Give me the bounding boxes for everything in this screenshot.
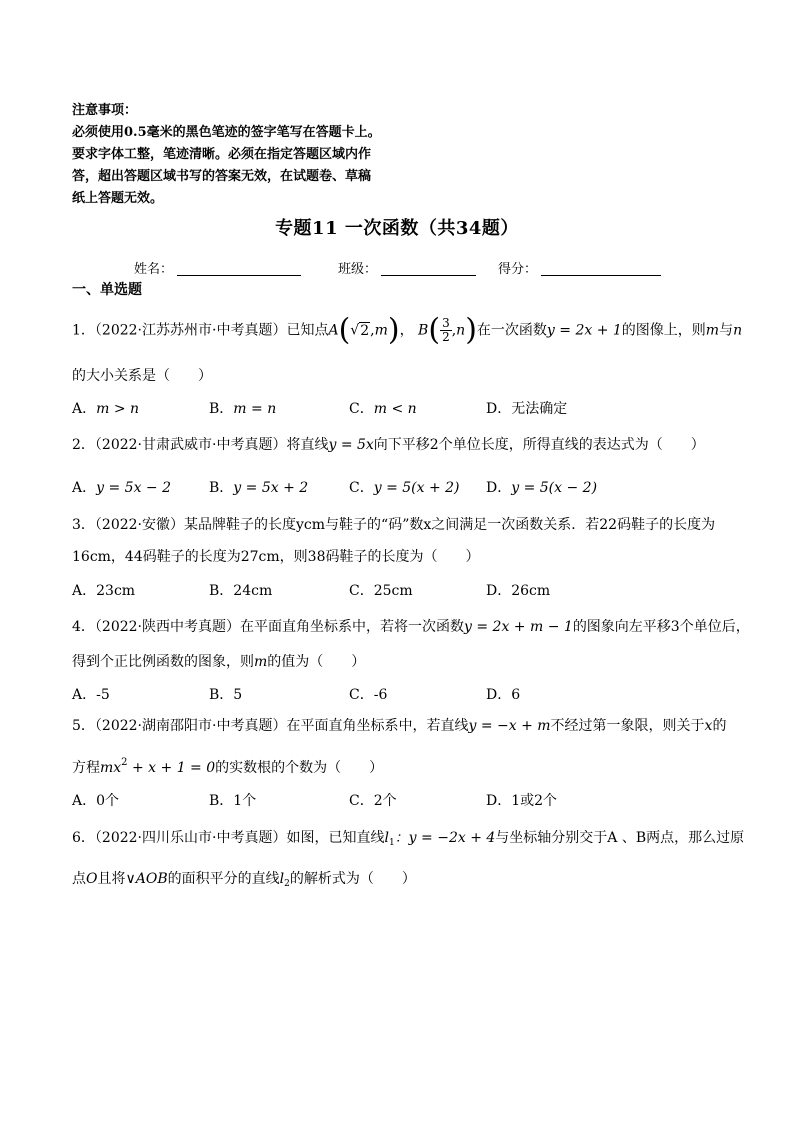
- name-label: 姓名：: [134, 262, 174, 277]
- math-point: B: [418, 322, 429, 339]
- question-1-options: [72, 398, 752, 418]
- notice-line: 答，超出答题区域书写的答案无效，在试题卷、草稿: [72, 169, 372, 184]
- math-superscript: 2: [121, 757, 128, 768]
- math-equation: mx: [100, 760, 122, 776]
- option-a[interactable]: [72, 580, 135, 600]
- question-2-options: [72, 477, 752, 497]
- math-point: A: [328, 322, 339, 339]
- math-var: m: [374, 322, 388, 339]
- math-subscript: 2: [284, 879, 290, 889]
- option-b[interactable]: [209, 398, 276, 418]
- math-var: n: [733, 322, 743, 339]
- math-fraction: [440, 317, 452, 344]
- score-field[interactable]: [498, 258, 661, 277]
- option-text: -6: [373, 687, 388, 703]
- option-label: D．: [486, 401, 512, 417]
- question-text: 的图像上，则: [621, 322, 706, 339]
- question-text: 的面积平分的直线: [167, 871, 280, 887]
- question-5-options: [72, 790, 752, 810]
- option-text: 1或2个: [511, 793, 558, 809]
- option-label: D．: [486, 583, 512, 599]
- option-label: C．: [349, 793, 374, 809]
- option-text: 无法确定: [511, 401, 568, 417]
- math-point: O: [86, 871, 98, 887]
- question-source: （2022·四川乐山市·中考真题）: [94, 830, 287, 846]
- option-text: 25cm: [373, 583, 413, 599]
- question-number: 4．: [72, 619, 95, 635]
- option-d[interactable]: [486, 790, 557, 810]
- option-a[interactable]: [72, 398, 139, 418]
- math-equation: + x + 1 = 0: [127, 760, 216, 776]
- option-text: y = 5(x − 2): [511, 480, 598, 496]
- option-label: B．: [209, 687, 234, 703]
- question-source: （2022·安徽）: [94, 517, 185, 533]
- math-sqrt: 2: [360, 322, 370, 339]
- option-text: 6: [511, 687, 521, 703]
- question-text: 与: [719, 322, 734, 339]
- option-label: C．: [349, 687, 374, 703]
- question-text: 在平面直角坐标系中，若将一次函数: [240, 619, 465, 635]
- option-label: D．: [486, 687, 512, 703]
- math-equation: y = 5x: [328, 437, 374, 453]
- question-source: （2022·湖南邵阳市·中考真题）: [94, 718, 287, 734]
- option-label: A．: [72, 401, 97, 417]
- question-text: 的解析式为（ ）: [289, 871, 416, 887]
- option-label: A．: [72, 793, 97, 809]
- option-d[interactable]: [486, 477, 597, 497]
- option-d[interactable]: [486, 580, 550, 600]
- option-b[interactable]: [209, 790, 256, 810]
- option-d[interactable]: [486, 398, 567, 418]
- option-label: B．: [209, 401, 234, 417]
- question-text: 如图，已知直线: [286, 830, 385, 846]
- math-equation: y = 2x + m − 1: [464, 619, 573, 635]
- question-number: 5．: [72, 718, 95, 734]
- question-text: 的值为（ ）: [267, 654, 366, 670]
- option-c[interactable]: [349, 790, 397, 810]
- option-text: 26cm: [511, 583, 551, 599]
- option-text: 2个: [373, 793, 397, 809]
- option-b[interactable]: [209, 580, 272, 600]
- option-label: A．: [72, 583, 97, 599]
- option-text: 24cm: [233, 583, 273, 599]
- question-text: 的: [712, 718, 727, 734]
- notice-line: 必须使用0.5毫米的黑色笔迹的签字笔写在答题卡上。: [72, 125, 381, 140]
- question-6-line-2: [72, 869, 736, 894]
- class-label: 班级：: [338, 262, 378, 277]
- option-text: y = 5(x + 2): [373, 480, 460, 496]
- option-label: C．: [349, 583, 374, 599]
- question-text: 不经过第一象限，则关于: [550, 718, 705, 734]
- question-text: 与坐标轴分别交于A 、B两点，那么过原: [495, 830, 745, 846]
- option-text: 0个: [96, 793, 120, 809]
- question-text: 向下平移2个单位长度，所得直线的表达式为（ ）: [373, 437, 705, 453]
- option-label: D．: [486, 480, 512, 496]
- name-field[interactable]: [134, 258, 301, 277]
- option-a[interactable]: [72, 477, 171, 497]
- question-source: （2022·陕西中考真题）: [94, 619, 241, 635]
- math-var: n: [456, 322, 466, 339]
- option-a[interactable]: [72, 684, 110, 704]
- question-3-line-2: 16cm，44码鞋子的长度为27cm，则38码鞋子的长度为（ ）: [72, 549, 480, 565]
- fraction-numerator: 3: [442, 316, 450, 330]
- option-text: 23cm: [96, 583, 136, 599]
- question-text: 某品牌鞋子的长度ycm与鞋子的“码”数x之间满足一次函数关系．若22码鞋子的长度为: [184, 517, 716, 533]
- option-label: C．: [349, 480, 374, 496]
- question-4-line-2: [72, 652, 736, 672]
- option-label: A．: [72, 687, 97, 703]
- class-blank[interactable]: [381, 261, 476, 276]
- option-label: B．: [209, 583, 234, 599]
- name-blank[interactable]: [177, 261, 301, 276]
- question-text: 已知点: [286, 322, 329, 339]
- question-5-line-2: [72, 753, 736, 778]
- question-text: 的图象向左平移3个单位后，: [572, 619, 750, 635]
- option-label: D．: [486, 793, 512, 809]
- question-text: 且将: [97, 871, 126, 887]
- math-var: l: [279, 871, 285, 887]
- question-number: 6．: [72, 830, 95, 846]
- option-d[interactable]: [486, 684, 520, 704]
- notice-block: [72, 100, 412, 210]
- notice-line: 要求字体工整，笔迹清晰。必须在指定答题区域内作: [72, 147, 372, 162]
- question-text: 在一次函数: [476, 322, 547, 339]
- question-3: [72, 515, 736, 535]
- class-field[interactable]: [338, 258, 476, 277]
- fraction-denominator: 2: [442, 330, 450, 344]
- question-4-options: [72, 684, 752, 704]
- notice-line: 纸上答题无效。: [72, 191, 164, 206]
- math-equation: ：y = −2x + 4: [394, 830, 496, 846]
- question-number: 3．: [72, 517, 95, 533]
- page-title: 专题11 一次函数（共34题）: [275, 218, 519, 239]
- question-3-options: [72, 580, 752, 600]
- math-triangle: ∨AOB: [125, 871, 168, 887]
- question-text: 点: [72, 871, 86, 887]
- option-text: y = 5x − 2: [96, 480, 172, 496]
- option-text: m < n: [373, 401, 417, 417]
- question-text: 在平面直角坐标系中，若直线: [286, 718, 469, 734]
- question-text: 得到个正比例函数的图象，则: [72, 654, 254, 670]
- option-b[interactable]: [209, 684, 242, 704]
- question-source: （2022·甘肃武威市·中考真题）: [94, 437, 287, 453]
- question-1-line-2: 的大小关系是（ ）: [72, 368, 212, 384]
- option-text: -5: [96, 687, 110, 703]
- option-label: C．: [349, 401, 374, 417]
- question-1: 1．（2022·江苏苏州市·中考真题）已知点A(√2,m)， B( $\frac{3}{2}$ ,n)在一次函数y = 2x + 1的图像上，则m与n: [72, 312, 743, 348]
- question-number: 2．: [72, 437, 95, 453]
- option-text: 1个: [233, 793, 257, 809]
- section-heading: 一、单选题: [72, 282, 142, 298]
- question-2: [72, 435, 736, 455]
- option-a[interactable]: [72, 790, 119, 810]
- notice-heading: 注意事项：: [72, 103, 138, 118]
- question-4: [72, 617, 750, 637]
- option-b[interactable]: [209, 477, 308, 497]
- math-var: m: [705, 322, 720, 339]
- option-c[interactable]: [349, 684, 387, 704]
- math-var: m: [254, 654, 268, 670]
- question-text: ，: [399, 322, 414, 339]
- math-equation: y = −x + m: [468, 718, 551, 734]
- option-c[interactable]: [349, 398, 417, 418]
- question-number: 1．: [72, 322, 95, 339]
- option-text: m = n: [233, 401, 277, 417]
- option-text: m > n: [96, 401, 140, 417]
- question-5: [72, 716, 736, 736]
- question-text: 方程: [72, 760, 100, 776]
- question-source: （2022·江苏苏州市·中考真题）: [94, 322, 287, 339]
- math-equation: y = 2x + 1: [546, 322, 622, 339]
- option-text: 5: [233, 687, 243, 703]
- math-subscript: 1: [388, 838, 395, 848]
- math-var: l: [384, 830, 389, 846]
- option-text: y = 5x + 2: [233, 480, 309, 496]
- option-label: A．: [72, 480, 97, 496]
- question-text: 的实数根的个数为（ ）: [215, 760, 384, 776]
- option-label: B．: [209, 793, 234, 809]
- score-blank[interactable]: [541, 261, 661, 276]
- option-c[interactable]: [349, 477, 460, 497]
- score-label: 得分：: [498, 262, 538, 277]
- option-label: B．: [209, 480, 234, 496]
- math-var: x: [704, 718, 713, 734]
- option-c[interactable]: [349, 580, 413, 600]
- question-6: [72, 828, 745, 853]
- question-text: 将直线: [286, 437, 329, 453]
